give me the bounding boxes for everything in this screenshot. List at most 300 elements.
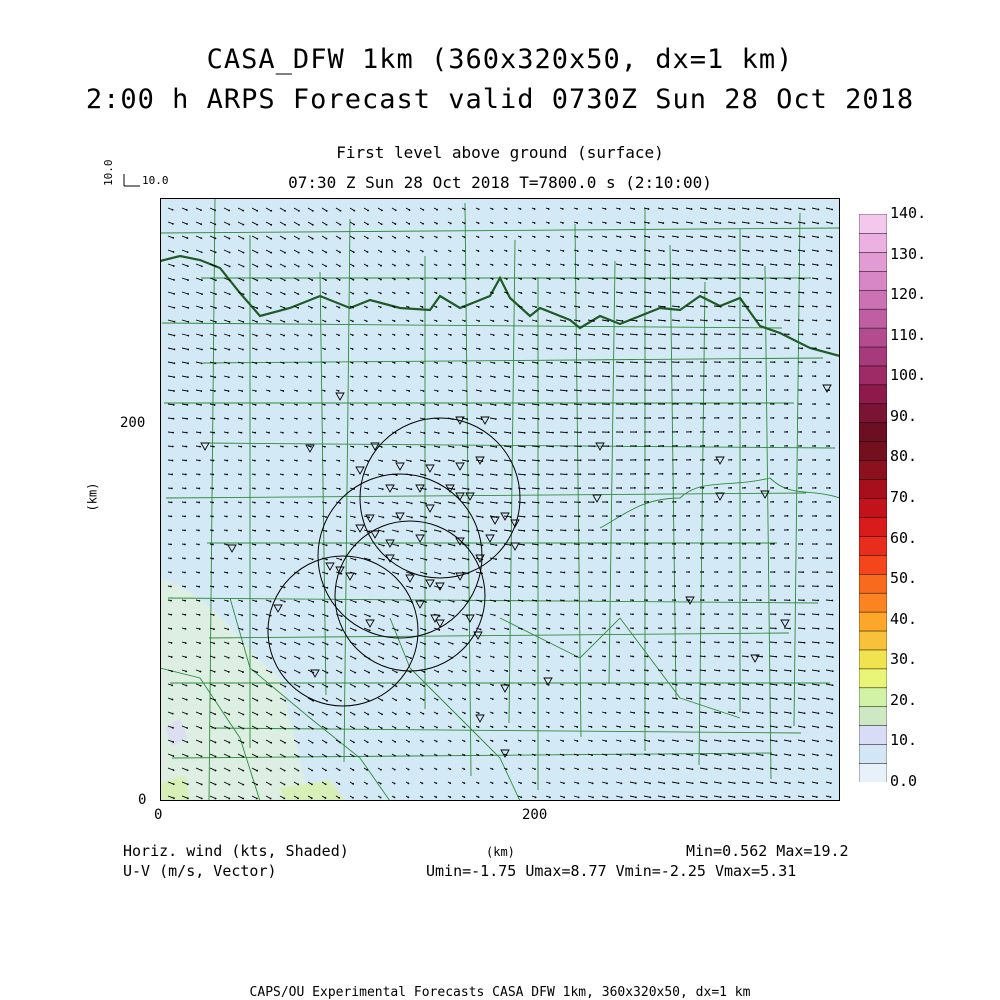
wind-vector-head (818, 698, 820, 700)
wind-vector-head (762, 684, 764, 686)
wind-vector-head (214, 376, 216, 378)
wind-vector-head (566, 474, 568, 476)
wind-vector-head (229, 770, 231, 772)
wind-vector-head (520, 250, 522, 252)
wind-vector-head (591, 740, 593, 742)
wind-vector-head (352, 307, 354, 309)
wind-vector-head (396, 643, 398, 645)
wind-vector-head (395, 223, 397, 225)
wind-vector-head (549, 306, 551, 308)
wind-vector-head (396, 502, 398, 504)
wind-vector-head (620, 501, 622, 503)
wind-vector-head (535, 292, 537, 294)
wind-vector-head (523, 376, 525, 378)
wind-vector-head (550, 558, 552, 560)
wind-vector (644, 348, 651, 349)
wind-vector-head (200, 418, 202, 420)
wind-vector-head (254, 460, 256, 462)
wind-vector-head (786, 487, 788, 489)
wind-vector-head (830, 278, 832, 280)
wind-vector-head (677, 236, 679, 238)
wind-vector-head (479, 670, 481, 672)
wind-vector-head (298, 686, 300, 688)
wind-vector-head (636, 417, 638, 419)
wind-vector-head (804, 656, 806, 658)
wind-vector-head (565, 348, 567, 350)
wind-vector-head (381, 223, 383, 225)
wind-vector-head (296, 502, 298, 504)
wind-vector-head (831, 754, 833, 756)
wind-vector-head (198, 572, 200, 574)
wind-vector-head (689, 487, 691, 489)
wind-vector-head (479, 362, 481, 364)
wind-vector-head (605, 208, 607, 210)
wind-vector-head (551, 348, 553, 350)
wind-vector-head (298, 572, 300, 574)
wind-vector-head (676, 431, 678, 433)
wind-vector-head (608, 431, 610, 433)
wind-vector-head (800, 459, 802, 461)
wind-vector-head (325, 502, 327, 504)
wind-vector-head (648, 473, 650, 475)
wind-vector-head (229, 238, 231, 240)
wind-vector-head (535, 600, 537, 602)
wind-vector-head (326, 672, 328, 674)
wind-vector-head (508, 614, 510, 616)
wind-vector-head (355, 559, 357, 561)
wind-vector-head (310, 362, 312, 364)
wind-vector-head (240, 530, 242, 532)
wind-vector-head (520, 278, 522, 280)
wind-vector-head (691, 222, 693, 224)
wind-vector-head (383, 615, 385, 617)
wind-vector-head (170, 628, 172, 630)
wind-vector-head (522, 348, 524, 350)
wind-vector (546, 474, 553, 475)
wind-vector-head (282, 446, 284, 448)
wind-vector-head (646, 585, 648, 587)
wind-vector-head (648, 726, 650, 728)
wind-vector-head (703, 473, 705, 475)
wind-vector-head (368, 686, 370, 688)
wind-vector-head (284, 587, 286, 589)
wind-vector-head (692, 320, 694, 322)
wind-vector-head (394, 251, 396, 253)
wind-vector-head (213, 432, 215, 434)
wind-vector-head (383, 573, 385, 575)
wind-vector-head (522, 362, 524, 364)
wind-vector-head (394, 306, 396, 308)
colorbar-bin (859, 422, 887, 441)
wind-vector-head (828, 417, 830, 419)
wind-vector-head (803, 278, 805, 280)
wind-vector-head (397, 601, 399, 603)
wind-vector-head (324, 460, 326, 462)
colorbar-label: 130. (890, 244, 927, 263)
wind-vector-head (186, 209, 188, 211)
wind-vector-head (424, 446, 426, 448)
wind-vector-head (198, 502, 200, 504)
wind-vector-head (171, 474, 173, 476)
wind-vector-head (466, 390, 468, 392)
wind-vector-head (507, 628, 509, 630)
wind-vector-head (678, 320, 680, 322)
wind-vector-head (688, 599, 690, 601)
wind-vector-head (562, 754, 564, 756)
wind-vector-head (492, 670, 494, 672)
wind-vector-head (464, 292, 466, 294)
wind-vector-head (620, 487, 622, 489)
wind-vector-head (228, 362, 230, 364)
wind-vector-head (383, 629, 385, 631)
wind-vector (560, 432, 567, 433)
wind-vector-head (634, 236, 636, 238)
wind-vector-head (562, 236, 564, 238)
wind-vector-head (775, 656, 777, 658)
wind-vector-head (632, 613, 634, 615)
wind-vector-head (506, 250, 508, 252)
wind-vector-head (312, 224, 314, 226)
wind-vector-head (748, 208, 750, 210)
wind-vector-head (436, 348, 438, 350)
wind-vector-head (692, 782, 694, 784)
wind-vector-head (759, 557, 761, 559)
wind-vector-head (703, 599, 705, 601)
wind-vector-head (436, 209, 438, 211)
wind-vector-head (719, 208, 721, 210)
wind-vector-head (482, 488, 484, 490)
wind-vector-head (718, 417, 720, 419)
wind-vector-head (716, 515, 718, 517)
wind-vector-head (632, 557, 634, 559)
wind-vector-head (579, 515, 581, 517)
wind-vector-head (492, 278, 494, 280)
wind-vector-head (242, 742, 244, 744)
wind-vector-head (802, 306, 804, 308)
wind-vector-head (705, 698, 707, 700)
wind-vector-head (817, 222, 819, 224)
wind-vector (546, 516, 552, 517)
wind-vector-head (369, 630, 371, 632)
wind-vector-head (411, 559, 413, 561)
wind-vector-head (662, 445, 664, 447)
wind-vector-head (340, 686, 342, 688)
wind-vector-head (186, 685, 188, 687)
wind-vector-head (312, 238, 314, 240)
wind-vector-head (256, 784, 258, 786)
wind-vector-head (677, 389, 679, 391)
wind-vector-head (468, 545, 470, 547)
wind-vector-head (590, 599, 592, 601)
wind-vector-head (817, 768, 819, 770)
wind-vector-head (410, 671, 412, 673)
wind-vector-head (831, 223, 833, 225)
wind-vector-head (240, 544, 242, 546)
wind-vector-head (550, 334, 552, 336)
wind-vector-head (690, 445, 692, 447)
wind-vector-head (692, 361, 694, 363)
wind-vector-head (774, 599, 776, 601)
wind-vector-head (395, 713, 397, 715)
wind-vector-head (607, 292, 609, 294)
wind-vector-head (411, 517, 413, 519)
wind-vector-head (762, 278, 764, 280)
wind-vector-head (436, 741, 438, 743)
wind-vector-head (548, 768, 550, 770)
wind-vector-head (520, 222, 522, 224)
wind-vector-head (618, 684, 620, 686)
wind-vector-head (565, 530, 567, 532)
wind-vector-head (284, 224, 286, 226)
wind-vector-head (650, 389, 652, 391)
wind-vector-head (720, 278, 722, 280)
wind-vector-head (618, 599, 620, 601)
wind-vector-head (594, 417, 596, 419)
wind-vector-head (632, 571, 634, 573)
wind-vector-head (552, 418, 554, 420)
colorbar-label: 80. (890, 447, 918, 466)
wind-vector-head (395, 727, 397, 729)
wind-vector-head (636, 348, 638, 350)
wind-vector-head (201, 755, 203, 757)
wind-vector-head (604, 613, 606, 615)
wind-vector-head (352, 320, 354, 322)
wind-vector-head (396, 671, 398, 673)
wind-vector-head (635, 278, 637, 280)
wind-vector-head (338, 376, 340, 378)
wind-vector-head (663, 264, 665, 266)
wind-vector-head (801, 361, 803, 363)
wind-vector-head (394, 797, 396, 799)
wind-vector-head (832, 670, 834, 672)
wind-vector-head (605, 571, 607, 573)
wind-vector-head (538, 432, 540, 434)
wind-vector-head (677, 754, 679, 756)
wind-vector-head (229, 742, 231, 744)
wind-vector-head (172, 755, 174, 757)
wind-vector-head (215, 307, 217, 309)
wind-vector-head (604, 656, 606, 658)
wind-vector-head (324, 390, 326, 392)
wind-vector-head (536, 586, 538, 588)
colorbar-bin (859, 687, 887, 706)
wind-vector-head (718, 656, 720, 658)
wind-vector-head (439, 460, 441, 462)
wind-vector-head (463, 768, 465, 770)
colorbar-bin (859, 460, 887, 479)
wind-vector-head (748, 726, 750, 728)
wind-vector-head (173, 404, 175, 406)
wind-vector-head (382, 516, 384, 518)
wind-vector-head (366, 279, 368, 281)
wind-vector-head (688, 543, 690, 545)
wind-vector-head (482, 516, 484, 518)
wind-vector-head (368, 516, 370, 518)
wind-vector-head (284, 615, 286, 617)
wind-vector-head (397, 531, 399, 533)
wind-vector-head (492, 292, 494, 294)
wind-vector-head (408, 292, 410, 294)
wind-vector-head (607, 487, 609, 489)
wind-vector-head (186, 713, 188, 715)
wind-vector-head (185, 460, 187, 462)
wind-vector-head (269, 376, 271, 378)
wind-vector-head (436, 334, 438, 336)
wind-vector-head (467, 587, 469, 589)
wind-vector-head (255, 362, 257, 364)
y-tick-0: 0 (138, 792, 147, 808)
wind-vector-head (663, 250, 665, 252)
wind-vector-head (215, 349, 217, 351)
wind-vector-head (664, 389, 666, 391)
wind-vector-head (242, 362, 244, 364)
wind-vector-head (760, 613, 762, 615)
wind-vector-head (464, 698, 466, 700)
wind-vector-head (524, 446, 526, 448)
wind-vector-head (661, 641, 663, 643)
wind-vector-head (284, 279, 286, 281)
wind-vector-head (649, 796, 651, 798)
wind-vector-head (730, 557, 732, 559)
wind-vector-head (618, 613, 620, 615)
wind-vector-head (733, 361, 735, 363)
wind-vector-head (422, 292, 424, 294)
wind-vector-head (622, 431, 624, 433)
wind-vector-head (548, 726, 550, 728)
wind-vector-head (762, 712, 764, 714)
wind-vector-head (689, 459, 691, 461)
wind-vector-head (172, 432, 174, 434)
wind-vector-head (241, 390, 243, 392)
wind-vector-head (663, 278, 665, 280)
colorbar-label: 110. (890, 325, 927, 344)
wind-vector-head (453, 488, 455, 490)
wind-vector-head (776, 684, 778, 686)
wind-vector-head (170, 543, 172, 545)
wind-vector-head (214, 390, 216, 392)
wind-vector-head (397, 629, 399, 631)
wind-vector-head (620, 782, 622, 784)
wind-vector-head (468, 488, 470, 490)
wind-vector-head (548, 754, 550, 756)
wind-vector-head (702, 543, 704, 545)
wind-vector-head (746, 627, 748, 629)
wind-vector-head (298, 210, 300, 212)
wind-vector-head (817, 726, 819, 728)
wind-vector-head (758, 487, 760, 489)
wind-vector-head (648, 712, 650, 714)
wind-vector-head (704, 417, 706, 419)
wind-vector-head (339, 728, 341, 730)
wind-vector-head (325, 252, 327, 254)
wind-vector-head (619, 222, 621, 224)
wind-vector-head (535, 306, 537, 308)
wind-vector-head (803, 768, 805, 770)
wind-vector-head (831, 740, 833, 742)
wind-vector-head (773, 403, 775, 405)
wind-vector-head (789, 278, 791, 280)
wind-vector-head (436, 727, 438, 729)
wind-vector-head (268, 474, 270, 476)
wind-vector-head (312, 252, 314, 254)
wind-vector-head (578, 292, 580, 294)
wind-vector-head (677, 768, 679, 770)
wind-vector-head (705, 726, 707, 728)
wind-vector-head (831, 712, 833, 714)
wind-vector-head (509, 404, 511, 406)
wind-vector-head (326, 573, 328, 575)
wind-vector-head (270, 321, 272, 323)
wind-vector-head (647, 529, 649, 531)
wind-vector-head (650, 334, 652, 336)
wind-vector-head (647, 684, 649, 686)
wind-vector-head (510, 432, 512, 434)
wind-vector-head (660, 585, 662, 587)
wind-vector-head (734, 740, 736, 742)
wind-vector-head (719, 698, 721, 700)
wind-vector-head (282, 432, 284, 434)
wind-vector-head (674, 557, 676, 559)
wind-vector-head (480, 615, 482, 617)
wind-vector-head (298, 615, 300, 617)
wind-vector-head (270, 210, 272, 212)
wind-vector-head (352, 769, 354, 771)
wind-vector-head (562, 740, 564, 742)
wind-vector-head (790, 698, 792, 700)
wind-vector-head (720, 264, 722, 266)
colorbar-bin (859, 649, 887, 668)
wind-vector-head (521, 320, 523, 322)
wind-vector-head (730, 543, 732, 545)
wind-vector-head (478, 796, 480, 798)
wind-vector-head (661, 656, 663, 658)
wind-vector-head (733, 656, 735, 658)
wind-vector-head (790, 236, 792, 238)
wind-vector-head (438, 432, 440, 434)
wind-vector-head (632, 599, 634, 601)
wind-vector-head (719, 726, 721, 728)
wind-vector-head (704, 656, 706, 658)
wind-vector-head (506, 208, 508, 210)
wind-vector-head (437, 671, 439, 673)
wind-vector-head (256, 686, 258, 688)
wind-vector-head (424, 657, 426, 659)
colorbar-bin (859, 233, 887, 252)
colorbar-bin (859, 744, 887, 763)
wind-vector-head (762, 208, 764, 210)
wind-vector-head (828, 431, 830, 433)
wind-vector-head (170, 572, 172, 574)
wind-vector-head (464, 348, 466, 350)
wind-vector-head (744, 487, 746, 489)
wind-vector-head (268, 502, 270, 504)
wind-vector-head (438, 657, 440, 659)
wind-vector-head (759, 417, 761, 419)
shaded-legend: Horiz. wind (kts, Shaded) (123, 842, 349, 860)
wind-vector-head (270, 798, 272, 800)
wind-vector-head (394, 755, 396, 757)
wind-vector (588, 390, 595, 391)
wind-vector-head (354, 530, 356, 532)
wind-vector-head (608, 376, 610, 378)
wind-vector-head (760, 599, 762, 601)
wind-vector-head (269, 572, 271, 574)
wind-vector-head (186, 223, 188, 225)
wind-vector-head (661, 670, 663, 672)
wind-vector-head (787, 375, 789, 377)
wind-vector-head (592, 782, 594, 784)
wind-vector-head (241, 614, 243, 616)
